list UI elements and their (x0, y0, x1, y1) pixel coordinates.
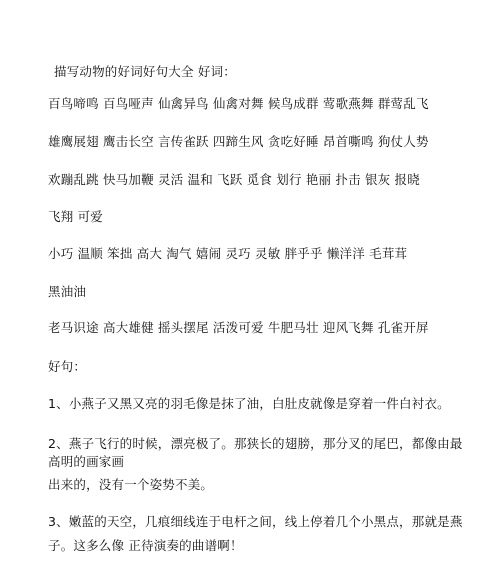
sentence-line: 2、燕子飞行的时候，漂亮极了。那狭长的翅膀，那分叉的尾巴，都像由最 (48, 436, 463, 451)
sentence-line: 3、嫩蓝的天空，几痕细线连于电杆之间，线上停着几个小黑点，那就是燕 (48, 514, 463, 529)
sentence-line: 高明的画家画 (48, 454, 125, 469)
word-list-line: 老马识途 高大雄健 摇头摆尾 活泼可爱 牛肥马壮 迎风飞舞 孔雀开屏 (48, 320, 429, 335)
word-list-line: 雄鹰展翅 鹰击长空 言传雀跃 四蹄生风 贪吃好睡 昂首嘶鸣 狗仗人势 (48, 134, 429, 149)
word-list-line: 飞翔 可爱 (48, 209, 103, 224)
sentence-line: 1、小燕子又黑又亮的羽毛像是抹了油，白肚皮就像是穿着一件白衬衣。 (48, 396, 450, 411)
sentence-line: 子。这多么像 正待演奏的曲谱啊！ (48, 538, 243, 553)
word-list-line: 小巧 温顺 笨拙 高大 淘气 嬉闹 灵巧 灵敏 胖乎乎 懒洋洋 毛茸茸 (48, 246, 408, 261)
word-list-line: 欢蹦乱跳 快马加鞭 灵活 温和 飞跃 觅食 划行 艳丽 扑击 银灰 报晓 (48, 172, 420, 187)
sentence-line: 出来的，没有一个姿势不美。 (48, 477, 214, 492)
heading-line: 描写动物的好词好句大全 好词： (54, 64, 236, 79)
word-list-line: 黑油油 (48, 284, 87, 299)
section-heading: 好句： (48, 359, 87, 374)
word-list-line: 百鸟啼鸣 百鸟哑声 仙禽异鸟 仙禽对舞 候鸟成群 莺歌燕舞 群莺乱飞 (48, 96, 429, 111)
